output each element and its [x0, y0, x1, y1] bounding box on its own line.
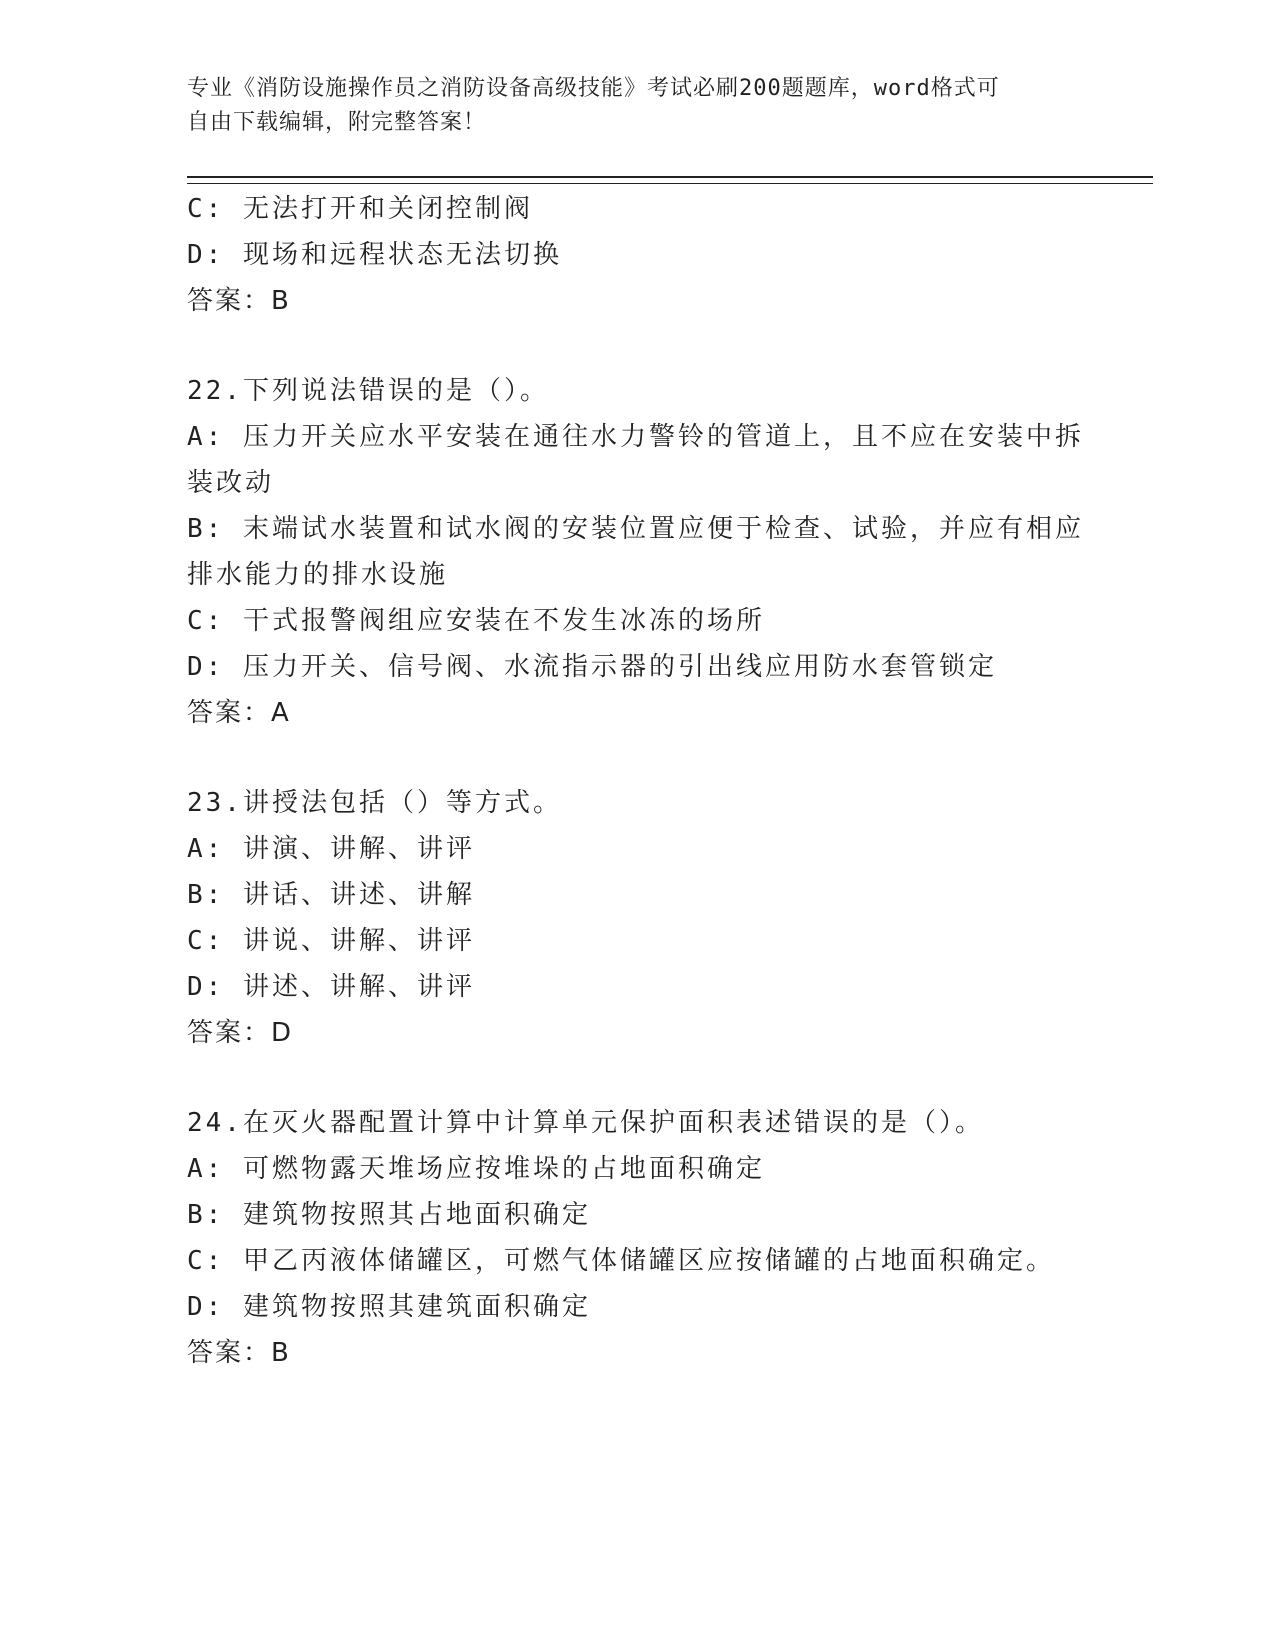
spacer: [187, 324, 1087, 368]
question-22: [187, 368, 1087, 736]
option-a: A: 压力开关应水平安装在通往水力警铃的管道上，且不应在安装中拆: [187, 422, 1084, 452]
page-header: [187, 72, 1087, 140]
question-21-tail: [187, 186, 1087, 324]
answer-line: 答案：D: [187, 1018, 294, 1048]
question-stem: 23.讲授法包括（）等方式。: [187, 788, 562, 818]
option-d: D: 讲述、讲解、讲评: [187, 972, 475, 1002]
option-c: C: 讲说、讲解、讲评: [187, 926, 475, 956]
option-a: A: 可燃物露天堆场应按堆垛的占地面积确定: [187, 1154, 765, 1184]
answer-line: 答案：B: [187, 286, 291, 316]
header-line-2: 自由下载编辑，附完整答案！: [187, 110, 487, 135]
header-divider: [187, 176, 1153, 184]
question-24: [187, 1100, 1087, 1376]
question-list: [187, 186, 1087, 1376]
option-b: B: 末端试水装置和试水阀的安装位置应便于检查、试验，并应有相应: [187, 514, 1084, 544]
question-23: [187, 780, 1087, 1056]
option-a-continued: 装改动: [187, 468, 275, 498]
answer-line: 答案：B: [187, 1338, 291, 1368]
question-stem: 24.在灭火器配置计算中计算单元保护面积表述错误的是（）。: [187, 1108, 984, 1138]
spacer: [187, 1056, 1087, 1100]
option-b-continued: 排水能力的排水设施: [187, 560, 449, 590]
option-b: B: 建筑物按照其占地面积确定: [187, 1200, 591, 1230]
option-d: D: 现场和远程状态无法切换: [187, 240, 562, 270]
option-c: C: 干式报警阀组应安装在不发生冰冻的场所: [187, 606, 765, 636]
question-stem: 22.下列说法错误的是（）。: [187, 376, 549, 406]
answer-line: 答案：A: [187, 698, 291, 728]
header-line-1: 专业《消防设施操作员之消防设备高级技能》考试必刷200题题库，word格式可: [187, 76, 1000, 101]
option-b: B: 讲话、讲述、讲解: [187, 880, 475, 910]
option-c: C: 无法打开和关闭控制阀: [187, 194, 533, 224]
option-a: A: 讲演、讲解、讲评: [187, 834, 475, 864]
spacer: [187, 736, 1087, 780]
option-d: D: 压力开关、信号阀、水流指示器的引出线应用防水套管锁定: [187, 652, 997, 682]
option-d: D: 建筑物按照其建筑面积确定: [187, 1292, 591, 1322]
option-c: C: 甲乙丙液体储罐区，可燃气体储罐区应按储罐的占地面积确定。: [187, 1246, 1055, 1276]
